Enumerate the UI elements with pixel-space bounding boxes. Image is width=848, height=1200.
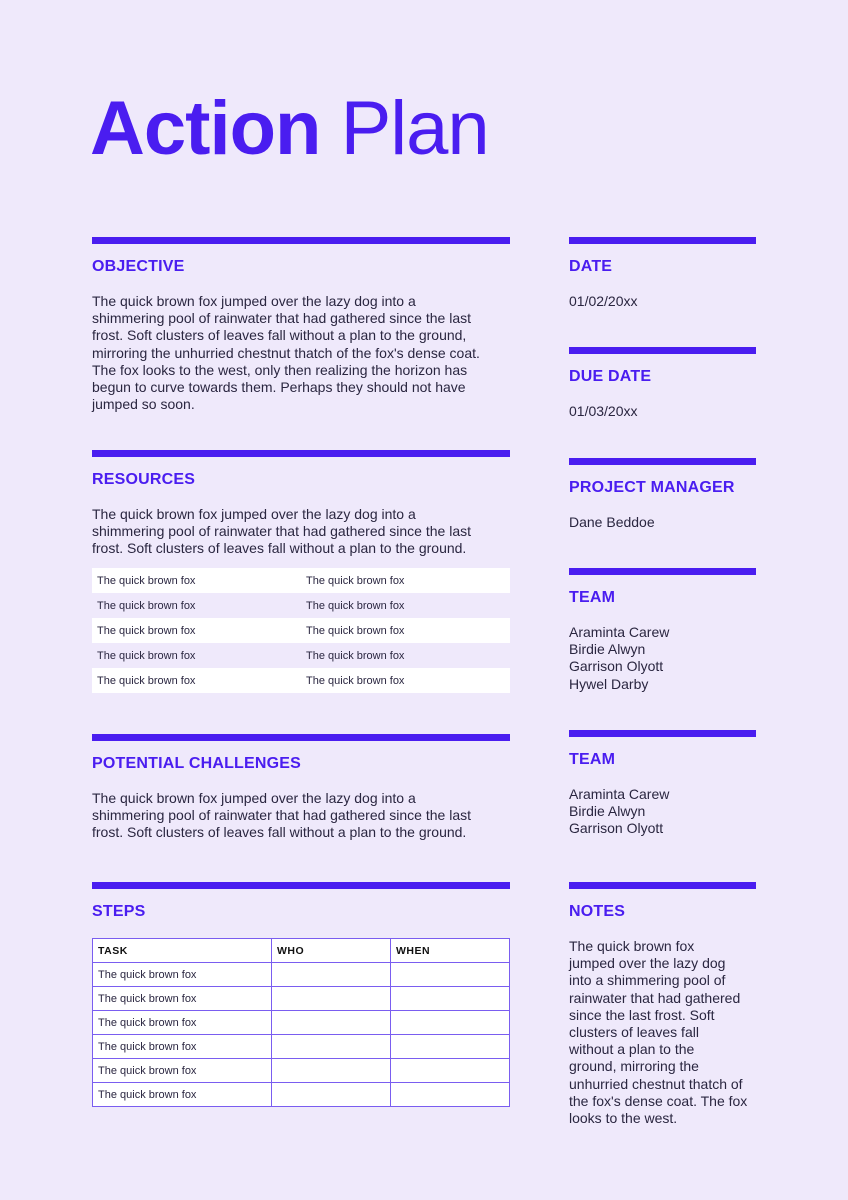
- title-light: Plan: [340, 86, 489, 171]
- table-row: The quick brown fox: [93, 1059, 510, 1083]
- team-members: [569, 624, 669, 693]
- resources-table: [92, 568, 510, 693]
- table-row: The quick brown fox: [93, 963, 510, 987]
- column-header-when: WHEN: [391, 939, 510, 963]
- table-row: The quick brown fox: [93, 1011, 510, 1035]
- table-row: The quick brown fox The quick brown fox: [97, 649, 405, 662]
- team-2-members: [569, 786, 669, 838]
- notes-divider: [569, 882, 756, 889]
- steps-heading: STEPS: [92, 903, 146, 920]
- project-manager-heading: PROJECT MANAGER: [569, 479, 735, 496]
- due-date-divider: [569, 347, 756, 354]
- column-header-task: TASK: [93, 939, 272, 963]
- team-member: Birdie Alwyn: [569, 803, 646, 820]
- challenges-heading: POTENTIAL CHALLENGES: [92, 755, 302, 772]
- date-divider: [569, 237, 756, 244]
- table-row: The quick brown fox The quick brown fox: [92, 568, 510, 593]
- team-divider: [569, 568, 756, 575]
- resources-divider: [92, 450, 510, 457]
- table-row: The quick brown fox The quick brown fox: [92, 668, 510, 693]
- table-header-row: [93, 939, 510, 963]
- notes-heading: NOTES: [569, 903, 626, 920]
- table-row: The quick brown fox The quick brown fox: [97, 599, 405, 612]
- team-member: Hywel Darby: [569, 675, 649, 692]
- challenges-text: The quick brown fox jumped over the lazy dog into a shimmering pool of rainwater that had gathered since the last frost. Soft clusters of leaves fall without a plan to the ground.: [92, 790, 471, 841]
- team-member: Garrison Olyott: [569, 658, 664, 675]
- due-date-heading: DUE DATE: [569, 368, 652, 385]
- objective-divider: [92, 237, 510, 244]
- team-member: Birdie Alwyn: [569, 641, 646, 658]
- table-row: The quick brown fox: [93, 987, 510, 1011]
- objective-heading: OBJECTIVE: [92, 258, 185, 275]
- team-2-heading: TEAM: [569, 751, 616, 768]
- team-heading: TEAM: [569, 589, 616, 606]
- team-2-divider: [569, 730, 756, 737]
- challenges-divider: [92, 734, 510, 741]
- resources-text: The quick brown fox jumped over the lazy dog into a shimmering pool of rainwater that had gathered since the last frost. Soft clusters of leaves fall without a plan to the ground.: [92, 506, 471, 557]
- team-member: Garrison Olyott: [569, 820, 664, 837]
- table-row: The quick brown fox The quick brown fox: [92, 618, 510, 643]
- date-heading: DATE: [569, 258, 613, 275]
- steps-divider: [92, 882, 510, 889]
- steps-table: [92, 938, 510, 1107]
- title-bold: Action: [90, 86, 321, 171]
- table-row: The quick brown fox: [93, 1083, 510, 1107]
- objective-text: The quick brown fox jumped over the lazy dog into a shimmering pool of rainwater that had gathered since the last frost. Soft clusters of leaves fall without a plan to the ground, mirroring the unhurried chestnut thatch of the fox's dense coat. The fox looks to the west, only then realizing the horizon has begun to curve towards them. Perhaps they should not have jumped so soon.: [92, 293, 480, 413]
- project-manager-value: Dane Beddoe: [569, 514, 655, 530]
- column-header-who: WHO: [272, 939, 391, 963]
- page-title: [90, 86, 489, 172]
- team-member: Araminta Carew: [569, 786, 670, 802]
- project-manager-divider: [569, 458, 756, 465]
- table-row: The quick brown fox: [93, 1035, 510, 1059]
- due-date-value: 01/03/20xx: [569, 403, 638, 419]
- resources-heading: RESOURCES: [92, 471, 196, 488]
- notes-text: The quick brown fox jumped over the lazy dog into a shimmering pool of rainwater that had gathered since the last frost. Soft clusters of leaves fall without a plan to the ground, mirroring the unhurried chestnut thatch of the fox's dense coat. The fox looks to the west.: [569, 938, 748, 1127]
- date-value: 01/02/20xx: [569, 293, 638, 309]
- team-member: Araminta Carew: [569, 624, 670, 640]
